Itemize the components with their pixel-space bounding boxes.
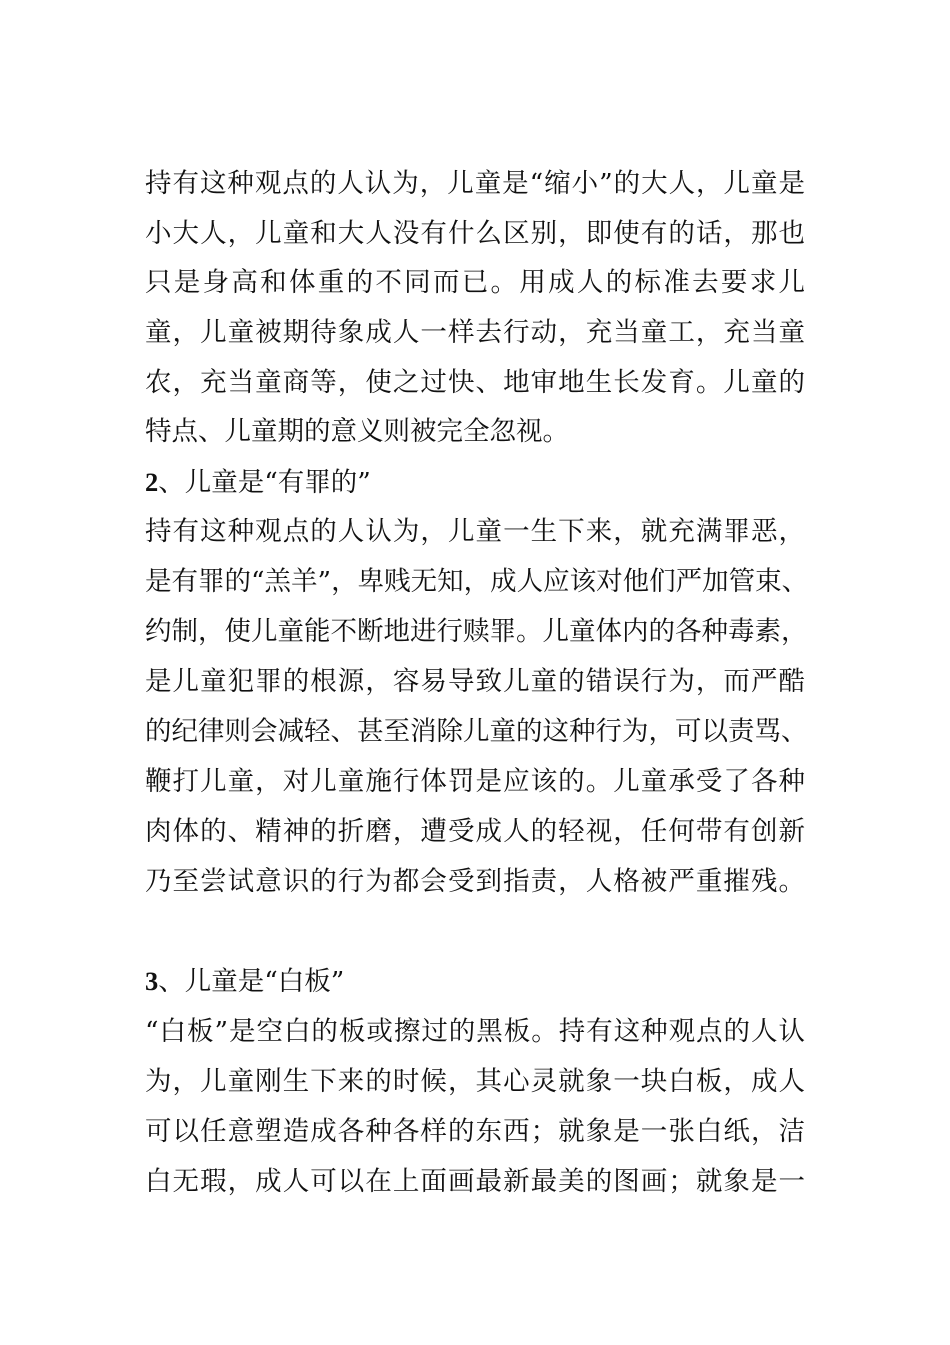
paragraph-line: 约制，使儿童能不断地进行赎罪。儿童体内的各种毒素， (145, 616, 808, 647)
paragraph-line: 特点、儿童期的意义则被完全忽视。 (145, 416, 569, 447)
section-heading-2 (145, 465, 371, 499)
paragraph-line: 农，充当童商等，使之过快、地审地生长发育。儿童的 (145, 367, 805, 398)
section-number: 2 (145, 467, 159, 497)
paragraph-line: 白无瑕，成人可以在上面画最新最美的图画；就象是一 (145, 1166, 805, 1197)
paragraph-line: 肉体的、精神的折磨，遭受成人的轻视，任何带有创新 (145, 816, 805, 847)
paragraph-line: 鞭打儿童，对儿童施行体罚是应该的。儿童承受了各种 (145, 766, 805, 797)
section-title: 、儿童是“白板” (158, 966, 345, 997)
paragraph-line: 的纪律则会减轻、甚至消除儿童的这种行为，可以责骂、 (145, 716, 808, 747)
paragraph-line: 是儿童犯罪的根源，容易导致儿童的错误行为，而严酷 (145, 666, 805, 697)
paragraph-line: 为，儿童刚生下来的时候，其心灵就象一块白板，成人 (145, 1066, 805, 1097)
paragraph-line: 只是身高和体重的不同而已。用成人的标准去要求儿 (145, 267, 805, 298)
paragraph-line: 持有这种观点的人认为，儿童一生下来，就充满罪恶， (145, 516, 805, 547)
paragraph-line: 可以任意塑造成各种各样的东西；就象是一张白纸，洁 (145, 1116, 805, 1147)
paragraph-line: 乃至尝试意识的行为都会受到指责，人格被严重摧残。 (145, 866, 805, 897)
paragraph-line: 小大人，儿童和大人没有什么区别，即使有的话，那也 (145, 218, 805, 249)
paragraph-line: 持有这种观点的人认为，儿童是“缩小”的大人，儿童是 (145, 168, 805, 199)
section-number: 3 (145, 966, 159, 996)
paragraph-line: 是有罪的“羔羊”，卑贱无知，成人应该对他们严加管束、 (145, 566, 809, 597)
section-heading-3 (145, 964, 344, 998)
paragraph-line: 童，儿童被期待象成人一样去行动，充当童工，充当童 (145, 317, 805, 348)
paragraph-line: “白板”是空白的板或擦过的黑板。持有这种观点的人认 (145, 1016, 805, 1047)
section-title: 、儿童是“有罪的” (158, 467, 371, 498)
